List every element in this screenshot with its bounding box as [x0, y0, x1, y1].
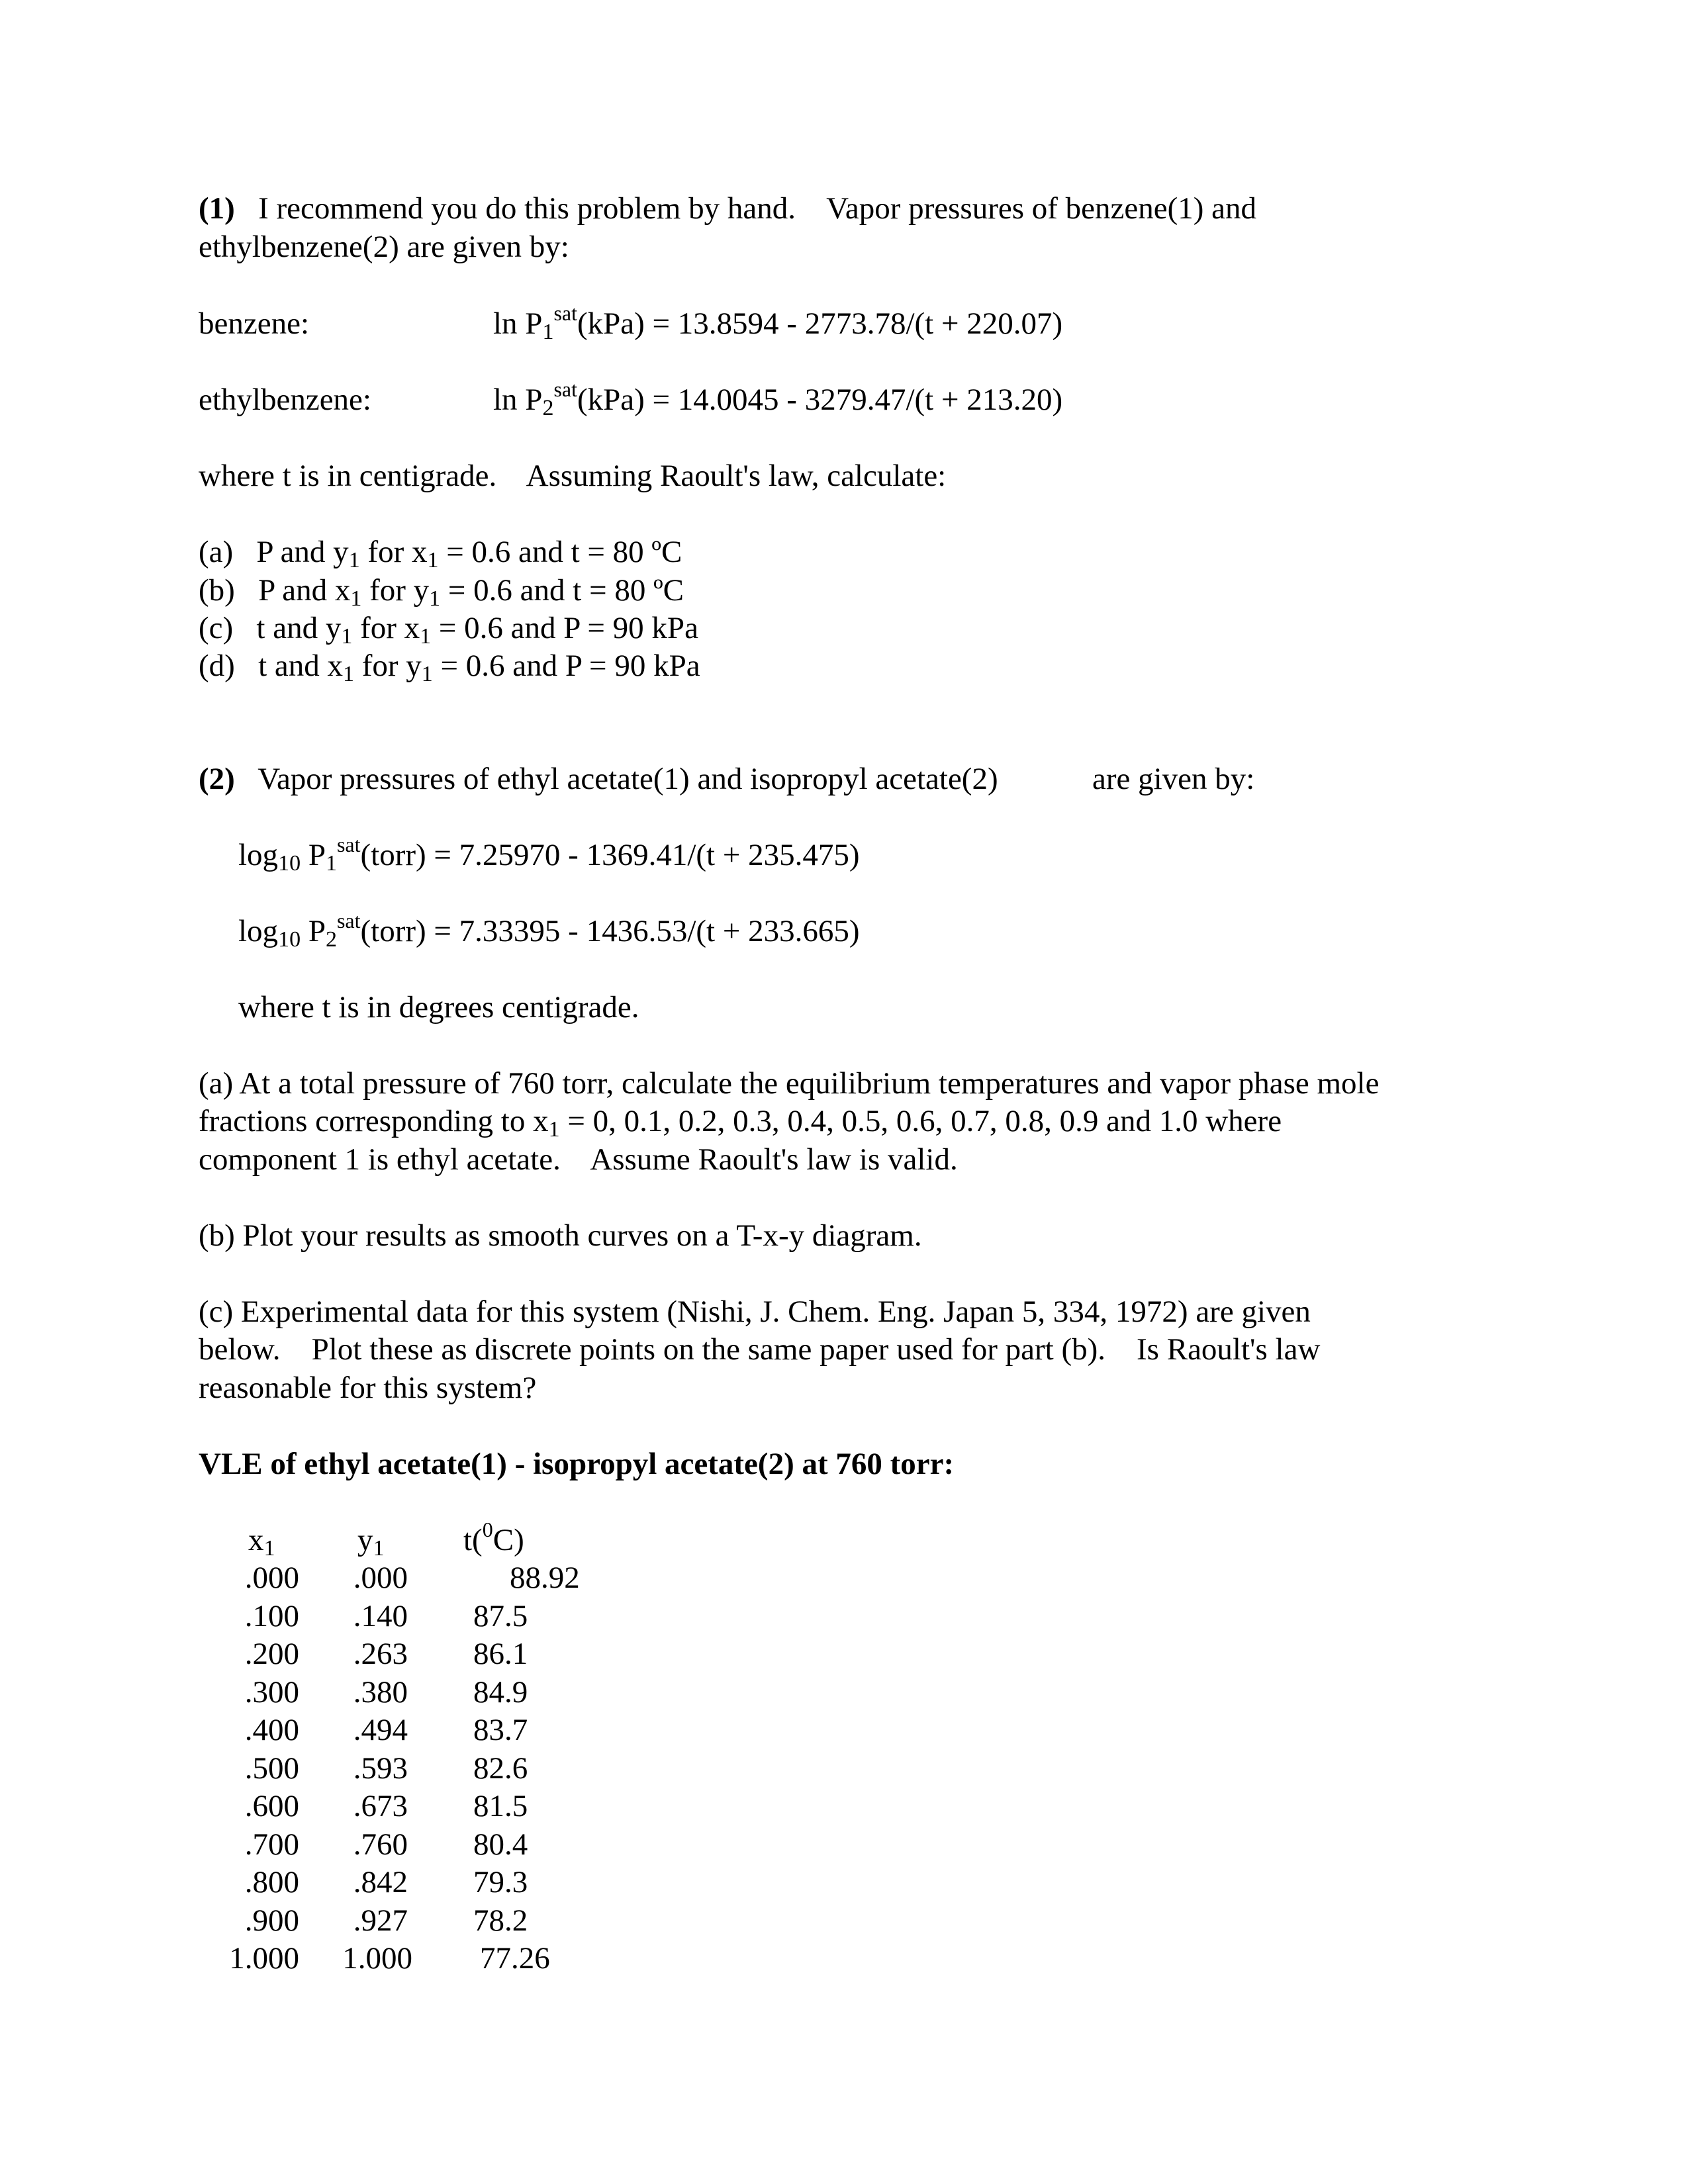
problem2-part-a-line1: (a) At a total pressure of 760 torr, calculate the equilibrium temperatures and vapor phase mole	[199, 1066, 1380, 1101]
problem2-part-c-line3: reasonable for this system?	[199, 1371, 537, 1405]
problem2-part-a-line3: component 1 is ethyl acetate. Assume Raoult's law is valid.	[199, 1142, 958, 1177]
problem2-eq2: $\log_{10}$ $P_2^{sat}(torr) = 7.33395 - 1436.53/(t + 233.665)$	[238, 909, 860, 952]
table-cell-y: 1.000	[342, 1941, 412, 1976]
problem1-part-b: (b) P and $x_1$ for $y_1 = 0.6$ and t = 80 ºC	[199, 573, 684, 611]
table-cell-t: 87.5	[473, 1599, 528, 1633]
table-cell-t: 78.2	[473, 1903, 528, 1938]
table-cell-x: .200	[244, 1637, 299, 1671]
table-cell-t: 88.92	[510, 1561, 580, 1595]
table-cell-y: .494	[353, 1713, 408, 1747]
table-cell-x: .700	[244, 1827, 299, 1862]
table-cell-y: .000	[353, 1561, 408, 1595]
table-cell-x: .600	[244, 1789, 299, 1823]
problem1-intro-a: I recommend you do this problem by hand.	[258, 191, 796, 226]
table-cell-t: 81.5	[473, 1789, 528, 1823]
problem1-intro-b: Vapor pressures of benzene(1) and	[826, 191, 1257, 226]
table-cell-y: .673	[353, 1789, 408, 1823]
table-cell-y: .927	[353, 1903, 408, 1938]
problem2-where: where t is in degrees centigrade.	[238, 990, 639, 1024]
problem2-part-c-line2: below. Plot these as discrete points on the same paper used for part (b). Is Raoult's law	[199, 1332, 1321, 1367]
table-cell-t: 77.26	[480, 1941, 550, 1976]
table-cell-x: .800	[244, 1865, 299, 1899]
table-cell-x: .300	[244, 1675, 299, 1709]
problem1-eq2-label: ethylbenzene:	[199, 383, 371, 417]
problem1-eq2: $\ln P_2^{sat}(kPa) = 14.0045 - 3279.47/(t + 213.20)$	[493, 377, 1063, 420]
problem1-number: (1)	[199, 191, 235, 226]
table-cell-y: .380	[353, 1675, 408, 1709]
table-cell-y: .760	[353, 1827, 408, 1862]
table-cell-y: .593	[353, 1751, 408, 1786]
table-cell-t: 79.3	[473, 1865, 528, 1899]
problem2-intro-tail: are given by:	[1092, 762, 1255, 796]
problem2-intro: (2) Vapor pressures of ethyl acetate(1) and isopropyl acetate(2)	[199, 762, 998, 796]
problem2-number: (2)	[199, 762, 235, 796]
table-cell-x: .100	[244, 1599, 299, 1633]
table-cell-t: 84.9	[473, 1675, 528, 1709]
problem1-part-a: (a) P and $y_1$ for $x_1 = 0.6$ and t = 80 ºC	[199, 535, 682, 572]
table-header-x: $x_1$	[248, 1523, 275, 1561]
table-cell-x: .400	[244, 1713, 299, 1747]
table-title: VLE of ethyl acetate(1) - isopropyl acetate(2) at 760 torr:	[199, 1447, 955, 1481]
table-cell-t: 80.4	[473, 1827, 528, 1862]
table-cell-y: .140	[353, 1599, 408, 1633]
table-cell-t: 82.6	[473, 1751, 528, 1786]
problem1-eq1: $\ln P_1^{sat}(kPa) = 13.8594 - 2773.78/(t + 220.07)$	[493, 301, 1063, 344]
table-header-t: t($^0$C)	[463, 1518, 524, 1557]
table-cell-t: 86.1	[473, 1637, 528, 1671]
problem2-eq1: $\log_{10}$ $P_1^{sat}(torr) = 7.25970 - 1369.41/(t + 235.475)$	[238, 833, 860, 876]
problem2-part-b: (b) Plot your results as smooth curves on a T-x-y diagram.	[199, 1218, 922, 1253]
problem1-eq1-label: benzene:	[199, 306, 310, 341]
problem1-intro-line1	[199, 189, 1256, 228]
problem1-intro-line2: ethylbenzene(2) are given by:	[199, 230, 569, 264]
table-cell-y: .263	[353, 1637, 408, 1671]
table-cell-t: 83.7	[473, 1713, 528, 1747]
table-cell-x: .900	[244, 1903, 299, 1938]
table-cell-y: .842	[353, 1865, 408, 1899]
table-cell-x: 1.000	[229, 1941, 299, 1976]
problem1-where-line: where t is in centigrade. Assuming Raoult's law, calculate:	[199, 459, 947, 493]
problem2-part-a-line2: fractions corresponding to $x_1 = 0$, 0.1, 0.2, 0.3, 0.4, 0.5, 0.6, 0.7, 0.8, 0.9 and 1.0 where	[199, 1104, 1282, 1142]
table-cell-x: .000	[244, 1561, 299, 1595]
problem2-part-c-line1: (c) Experimental data for this system (Nishi, J. Chem. Eng. Japan 5, 334, 1972) are given	[199, 1295, 1311, 1329]
table-header-y: $y_1$	[357, 1523, 385, 1561]
problem1-part-d: (d) t and $x_1$ for $y_1 = 0.6$ and P = 90 kPa	[199, 649, 700, 686]
problem1-part-c: (c) t and $y_1$ for $x_1 = 0.6$ and P = 90 kPa	[199, 611, 698, 649]
table-cell-x: .500	[244, 1751, 299, 1786]
